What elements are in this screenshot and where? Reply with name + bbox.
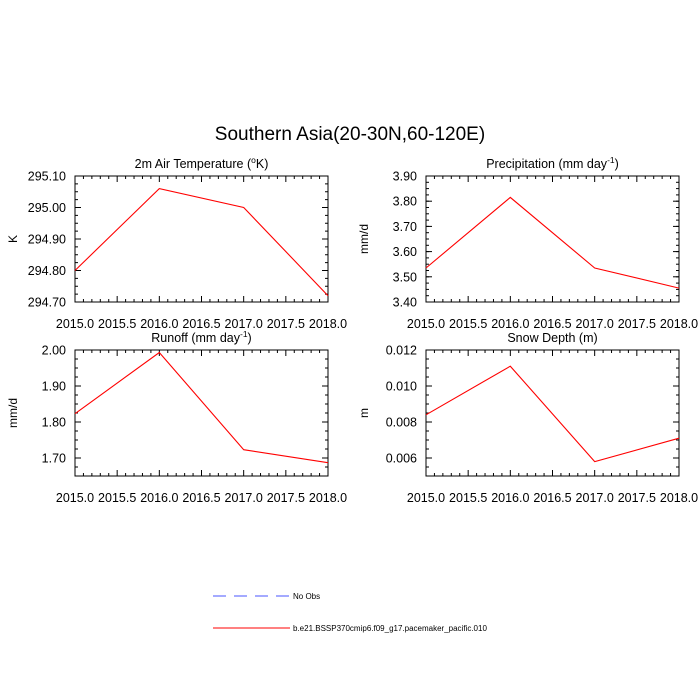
x-tick-label: 2017.0 xyxy=(575,317,614,331)
y-tick-label: 3.90 xyxy=(392,169,417,184)
x-tick-label: 2016.0 xyxy=(491,317,530,331)
x-tick-label: 2017.5 xyxy=(266,491,305,505)
panel-title-main: Runoff (mm day xyxy=(151,331,240,345)
x-tick-label: 2016.5 xyxy=(182,491,221,505)
y-tick-label: 295.00 xyxy=(27,201,66,215)
panel-2 xyxy=(357,155,698,331)
y-tick-label: 3.50 xyxy=(392,270,417,285)
panel-title-main: 2m Air Temperature ( xyxy=(134,157,252,171)
panels-group xyxy=(6,155,698,505)
panel-4 xyxy=(357,331,698,505)
y-tick-label: 3.80 xyxy=(392,194,417,209)
panel-title xyxy=(486,155,619,171)
x-tick-label: 2016.5 xyxy=(533,317,572,331)
x-tick-label: 2018.0 xyxy=(659,317,699,331)
x-tick-label: 2015.5 xyxy=(98,317,137,331)
y-tick-label: 1.70 xyxy=(41,451,66,466)
panel-3 xyxy=(6,329,347,505)
x-tick-label: 2015.5 xyxy=(449,491,488,505)
series-line-1 xyxy=(426,366,679,461)
x-tick-label: 2016.0 xyxy=(491,491,530,505)
y-tick-label: 0.010 xyxy=(385,379,417,394)
panel-title-tail: K) xyxy=(255,157,269,171)
y-tick-label: 3.70 xyxy=(392,219,417,234)
x-tick-label: 2018.0 xyxy=(308,491,348,505)
panel-title-main: Precipitation (mm day xyxy=(486,157,608,171)
y-axis-label: m xyxy=(357,408,371,418)
x-tick-label: 2015.5 xyxy=(98,491,137,505)
x-tick-label: 2017.5 xyxy=(617,317,656,331)
y-tick-label: 0.008 xyxy=(385,415,417,430)
series-line-1 xyxy=(426,197,679,288)
y-axis-label: K xyxy=(6,234,20,244)
panel-1 xyxy=(6,155,347,331)
panel-title-main: Snow Depth (m) xyxy=(507,331,598,345)
x-tick-label: 2016.5 xyxy=(182,317,221,331)
y-tick-label: 1.80 xyxy=(41,415,66,430)
panel-title xyxy=(151,329,251,345)
y-tick-label: 295.10 xyxy=(27,169,66,184)
x-tick-label: 2015.0 xyxy=(55,491,95,505)
series-line-1 xyxy=(75,189,328,296)
legend-label-1: No Obs xyxy=(293,592,321,601)
x-tick-label: 2016.0 xyxy=(140,491,179,505)
panel-title-tail: ) xyxy=(247,331,252,345)
y-tick-label: 294.90 xyxy=(27,232,66,247)
x-tick-label: 2018.0 xyxy=(659,491,699,505)
x-tick-label: 2015.0 xyxy=(406,317,446,331)
legend-label-2: b.e21.BSSP370cmip6.f09_g17.pacemaker_pacific.010 xyxy=(293,624,487,633)
x-tick-label: 2017.0 xyxy=(224,491,263,505)
x-tick-label: 2018.0 xyxy=(308,317,348,331)
panel-title-superscript: -1 xyxy=(607,155,615,165)
y-tick-label: 1.90 xyxy=(41,379,66,394)
figure-title: Southern Asia(20-30N,60-120E) xyxy=(214,124,486,145)
y-tick-label: 294.80 xyxy=(27,264,66,278)
x-tick-label: 2016.5 xyxy=(533,491,572,505)
legend xyxy=(213,592,487,633)
y-axis-label: mm/d xyxy=(357,224,371,254)
y-axis-label: mm/d xyxy=(6,398,20,428)
panel-title xyxy=(507,331,597,345)
y-tick-label: 3.40 xyxy=(392,295,417,310)
x-tick-label: 2016.0 xyxy=(140,317,179,331)
y-tick-label: 0.012 xyxy=(385,343,417,358)
plot-frame xyxy=(426,176,679,302)
x-tick-label: 2015.0 xyxy=(55,317,95,331)
y-tick-label: 3.60 xyxy=(392,245,417,260)
y-tick-label: 0.006 xyxy=(385,451,417,466)
plot-frame xyxy=(426,350,679,476)
x-tick-label: 2017.5 xyxy=(266,317,305,331)
x-tick-label: 2015.0 xyxy=(406,491,446,505)
x-tick-label: 2017.0 xyxy=(575,491,614,505)
x-tick-label: 2017.5 xyxy=(617,491,656,505)
x-tick-label: 2017.0 xyxy=(224,317,263,331)
x-tick-label: 2015.5 xyxy=(449,317,488,331)
panel-title-superscript: -1 xyxy=(239,329,248,339)
panel-title-tail: ) xyxy=(614,157,619,171)
y-tick-label: 294.70 xyxy=(27,295,66,310)
panel-title-superscript: o xyxy=(251,155,256,165)
plot-frame xyxy=(75,176,328,302)
panel-title xyxy=(135,155,269,171)
series-line-1 xyxy=(75,353,328,463)
y-tick-label: 2.00 xyxy=(41,343,66,358)
